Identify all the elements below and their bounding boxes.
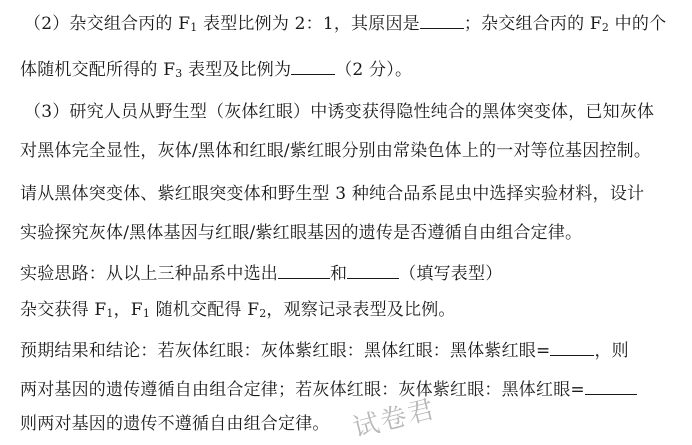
question-2-line-2: 体随机交配所得的 $F_3$ 表型及比例为 （2 分）。	[20, 56, 684, 82]
expected-result-line-2: 两对基因的遗传遵循自由组合定律；若灰体红眼：灰体紫红眼：黑体红眼=	[20, 376, 684, 402]
question-3-line-2: 对黑体完全显性，灰体/黑体和红眼/紫红眼分别由常染色体上的一对等位基因控制。	[20, 141, 652, 161]
watermark: 试卷君	[350, 394, 440, 444]
experiment-idea-line: 实验思路：从以上三种品系中选出 和 （填写表型）	[20, 260, 684, 286]
question-3-line-4: 实验探究灰体/黑体基因与红眼/紫红眼基因的遗传是否遵循自由组合定律。	[20, 223, 583, 243]
question-3-line-3: 请从黑体突变体、紫红眼突变体和野生型 3 种纯合品系昆虫中选择实验材料，设计	[20, 184, 645, 204]
answer-blank[interactable]	[278, 260, 330, 279]
answer-blank[interactable]	[420, 10, 464, 29]
answer-blank[interactable]	[585, 376, 637, 395]
expected-result-line-3: 则两对基因的遗传不遵循自由组合定律。	[20, 414, 330, 434]
expected-result-line-1: 预期结果和结论：若灰体红眼：灰体紫红眼：黑体红眼：黑体紫红眼= ，则	[20, 337, 684, 363]
question-3-line-1: （3）研究人员从野生型（灰体红眼）中诱变获得隐性纯合的黑体突变体，已知灰体	[24, 102, 655, 122]
answer-blank[interactable]	[347, 260, 399, 279]
cross-procedure-line: 杂交获得 $F_1$，$F_1$ 随机交配得 $F_2$，观察记录表型及比例。	[20, 300, 456, 320]
question-2-line-1: （2）杂交组合丙的 $F_1$ 表型比例为 2：1，其原因是 ；杂交组合丙的 $F_2$ 中的个	[24, 10, 684, 36]
answer-blank[interactable]	[291, 56, 335, 75]
answer-blank[interactable]	[550, 337, 594, 356]
